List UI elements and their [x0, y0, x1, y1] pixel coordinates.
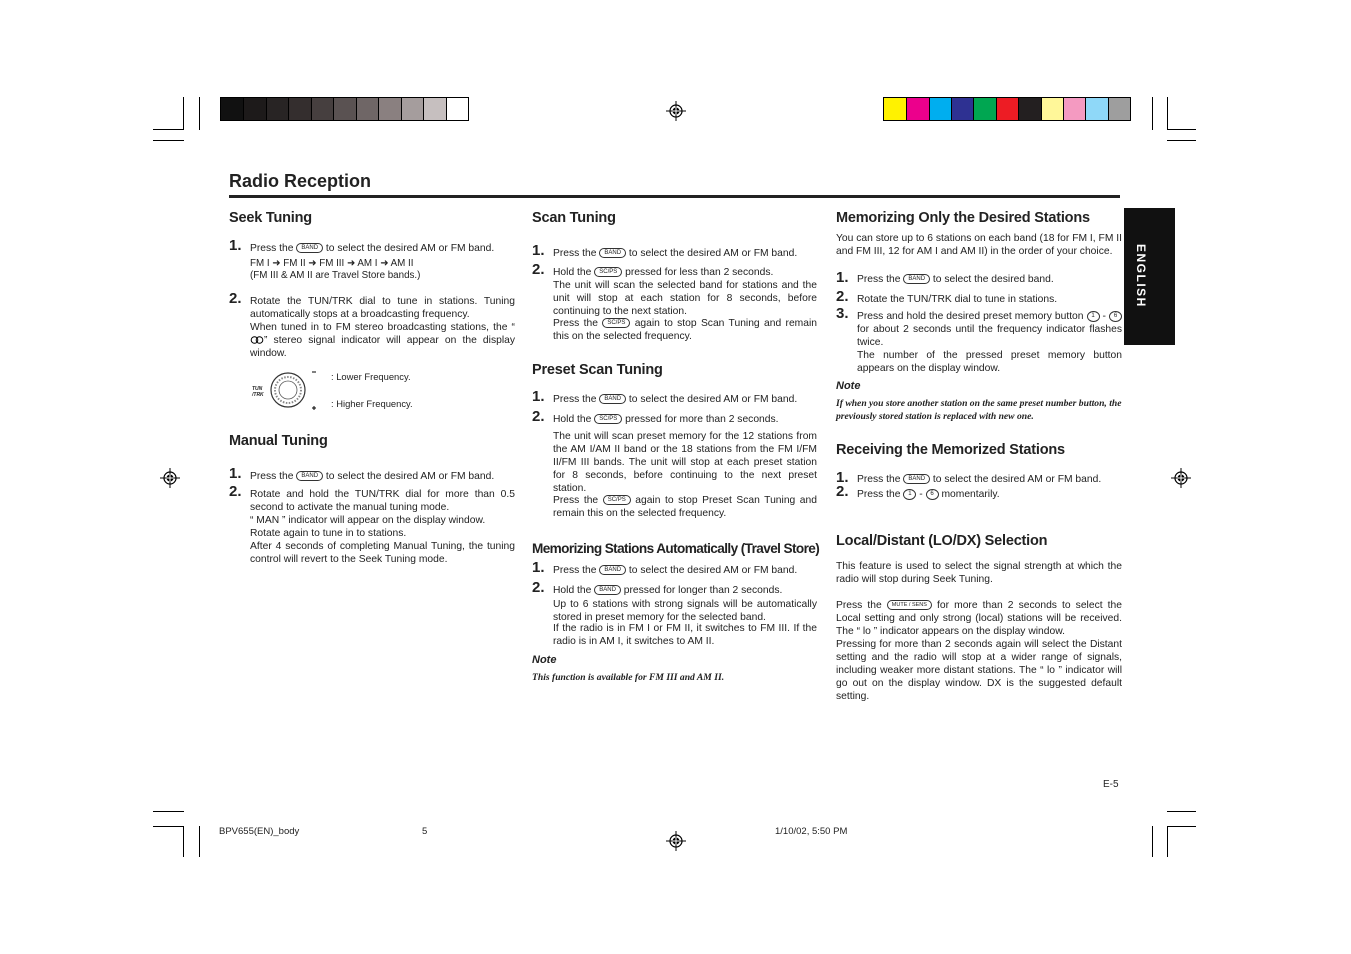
manual-heading: Manual Tuning: [229, 433, 328, 449]
memorize-heading: Memorizing Only the Desired Stations: [836, 210, 1090, 226]
travel-step2-detail: Up to 6 stations with strong signals will be automatically stored in preset memory for the selected band.: [553, 599, 817, 623]
color-swatch: [221, 98, 243, 120]
color-swatch: [906, 98, 928, 120]
band-button-icon: BAND: [599, 394, 626, 404]
step-text: Press the: [836, 600, 882, 611]
seek-stereo-note: [250, 321, 515, 360]
band-button-icon: BAND: [903, 474, 930, 484]
language-tab: [1124, 208, 1175, 345]
step-number: 2.: [532, 579, 545, 596]
step-text: to select the desired AM or FM band.: [932, 474, 1102, 485]
stereo-indicator-icon: [250, 336, 264, 344]
step-text: Press the: [857, 274, 901, 285]
step-text: Press the: [553, 318, 598, 329]
band-button-icon: BAND: [903, 274, 930, 284]
crop-mark: [1167, 826, 1196, 827]
step-number: 2.: [532, 408, 545, 425]
step-number: 1.: [836, 269, 849, 286]
step-text: again to stop Scan Tuning and remain this on the selected frequency.: [553, 318, 817, 342]
color-swatch: [951, 98, 973, 120]
manual-step2: Rotate and hold the TUN/TRK dial for more than 0.5 second to activate the manual tuning mode.: [250, 489, 515, 513]
step-text: Press the: [553, 565, 597, 576]
step-text: Press and hold the desired preset memory button: [857, 311, 1084, 322]
step-text: momentarily.: [941, 489, 1000, 500]
band-button-icon: BAND: [296, 471, 323, 481]
color-swatch: [1108, 98, 1130, 120]
preset-6-button-icon: 6: [1109, 311, 1122, 322]
registration-mark-icon: [666, 101, 686, 121]
scan-step1: [553, 247, 823, 260]
memorize-step1: [857, 273, 1127, 286]
color-swatch: [243, 98, 265, 120]
step-text: ” stereo signal indicator will appear on the display window.: [250, 335, 515, 359]
step-text: Press the: [553, 394, 597, 405]
crop-mark: [1167, 97, 1168, 130]
color-swatch: [1018, 98, 1040, 120]
local-intro: This feature is used to select the signal strength at which the radio will stop during Seek Tuning.: [836, 561, 1122, 585]
step-text: -: [1102, 311, 1106, 322]
scan-step2: [553, 266, 823, 279]
step-number: 3.: [836, 305, 849, 322]
manual-step2-line: “ MAN ” indicator will appear on the display window.: [250, 515, 486, 526]
preset-scan-heading: Preset Scan Tuning: [532, 362, 663, 378]
color-swatch: [423, 98, 445, 120]
memorize-step2: Rotate the TUN/TRK dial to tune in stations.: [857, 294, 1058, 305]
footer-page: 5: [422, 826, 428, 837]
receiving-step2: [857, 488, 1127, 501]
step-number: 1.: [836, 469, 849, 486]
local-paragraph-2: Pressing for more than 2 seconds again will select the Distant setting and the radio will stop at a wider range of signals, including weaker more distant stations. The “ lo ” indicator will go out on the display window. DX is the suggested default setting.: [836, 639, 1122, 702]
language-tab-label: ENGLISH: [1134, 244, 1148, 308]
step-text: for more than 2 seconds to select the Local setting and only strong (local) stations will be received. The “ lo ” indicator appears on the display window.: [836, 600, 1122, 637]
step-number: 2.: [229, 290, 242, 307]
seek-band-note: (FM III & AM II are Travel Store bands.): [250, 270, 421, 281]
step-number: 1.: [532, 559, 545, 576]
scan-heading: Scan Tuning: [532, 210, 616, 226]
step-text: to select the desired band.: [932, 274, 1054, 285]
preset-1-button-icon: 1: [903, 489, 916, 500]
step-text: to select the desired AM or FM band.: [325, 471, 495, 482]
preset-scan-stop: [553, 494, 817, 520]
memorize-step3-more: The number of the pressed preset memory button appears on the display window.: [857, 350, 1122, 374]
crop-mark: [199, 97, 200, 130]
seek-step2: Rotate the TUN/TRK dial to tune in stations. Tuning automatically stops at a broadcasting frequency.: [250, 296, 515, 320]
scan-step2-detail: The unit will scan the selected band for stations and the unit will stop at each station for 8 seconds, before continuing to the next station.: [553, 280, 817, 317]
registration-mark-icon: [1171, 468, 1191, 488]
preset-scan-step1: [553, 393, 823, 406]
memorize-intro: You can store up to 6 stations on each band (18 for FM I, FM II and FM III, 12 for AM I and AM II) in the order of your choice.: [836, 233, 1122, 257]
step-text: -: [919, 489, 923, 500]
step-number: 2.: [229, 483, 242, 500]
band-button-icon: BAND: [296, 243, 323, 253]
registration-mark-icon: [666, 831, 686, 851]
note-text: If when you store another station on the same preset number button, the previously stored station is replaced with new one.: [836, 398, 1122, 422]
higher-frequency-label: : Higher Frequency.: [331, 398, 413, 409]
local-paragraph: [836, 599, 1122, 638]
crop-mark: [1152, 97, 1153, 130]
step-text: for about 2 seconds until the frequency indicator flashes twice.: [857, 324, 1122, 348]
color-swatch: [378, 98, 400, 120]
color-swatch: [973, 98, 995, 120]
mute-sens-button-icon: MUTE / SENS: [887, 600, 932, 610]
scps-button-icon: SC/PS: [603, 495, 631, 505]
scps-button-icon: SC/PS: [594, 267, 622, 277]
footer-filename: BPV655(EN)_body: [219, 826, 300, 837]
step-text: Press the: [857, 489, 901, 500]
seek-step1: [250, 242, 520, 255]
lower-frequency-label: : Lower Frequency.: [331, 371, 411, 382]
color-swatch: [266, 98, 288, 120]
page-title: Radio Reception: [229, 171, 372, 191]
page-number: E-5: [1103, 779, 1119, 790]
footer-timestamp: 1/10/02, 5:50 PM: [775, 826, 848, 837]
crop-mark: [183, 97, 184, 130]
receiving-heading: Receiving the Memorized Stations: [836, 442, 1065, 458]
step-text: pressed for less than 2 seconds.: [625, 267, 774, 278]
step-text: Hold the: [553, 414, 592, 425]
color-swatch: [1041, 98, 1063, 120]
crop-mark: [1167, 811, 1196, 812]
preset-6-button-icon: 6: [926, 489, 939, 500]
step-text: to select the desired AM or FM band.: [628, 248, 798, 259]
color-swatch: [311, 98, 333, 120]
manual-step1: [250, 470, 520, 483]
title-rule: [229, 195, 1120, 198]
travel-store-heading: Memorizing Stations Automatically (Travel Store): [532, 541, 820, 556]
receiving-step1: [857, 473, 1127, 486]
step-number: 2.: [836, 288, 849, 305]
step-text: pressed for longer than 2 seconds.: [623, 585, 783, 596]
color-swatch: [884, 98, 906, 120]
band-button-icon: BAND: [599, 565, 626, 575]
crop-mark: [153, 826, 184, 827]
step-text: Press the: [857, 474, 901, 485]
crop-mark: [1167, 140, 1196, 141]
step-number: 1.: [229, 237, 242, 254]
seek-band-sequence: FM I ➜ FM II ➜ FM III ➜ AM I ➜ AM II: [250, 258, 414, 269]
color-swatch: [446, 98, 468, 120]
scan-step2-stop: [553, 317, 817, 343]
note-heading: Note: [532, 654, 557, 666]
step-number: 2.: [836, 483, 849, 500]
crop-mark: [1152, 826, 1153, 857]
local-distant-heading: Local/Distant (LO/DX) Selection: [836, 533, 1048, 549]
color-swatch: [401, 98, 423, 120]
step-text: Hold the: [553, 585, 592, 596]
color-swatch: [996, 98, 1018, 120]
color-swatch: [356, 98, 378, 120]
preset-scan-step2: [553, 413, 823, 426]
dial-label: TUN /TRK: [252, 386, 264, 398]
step-text: to select the desired AM or FM band.: [325, 243, 495, 254]
step-number: 1.: [229, 465, 242, 482]
step-text: Hold the: [553, 267, 592, 278]
step-number: 1.: [532, 388, 545, 405]
travel-step2-more: If the radio is in FM I or FM II, it switches to FM III. If the radio is in AM I, it switches to AM II.: [553, 623, 817, 647]
band-button-icon: BAND: [599, 248, 626, 258]
step-text: When tuned in to FM stereo broadcasting stations, the “: [250, 322, 515, 333]
step-number: 2.: [532, 261, 545, 278]
scps-button-icon: SC/PS: [602, 318, 630, 328]
manual-step2-line: After 4 seconds of completing Manual Tuning, the tuning control will revert to the Seek Tuning mode.: [250, 541, 515, 565]
crop-mark: [153, 811, 184, 812]
travel-step1: [553, 564, 823, 577]
preset-1-button-icon: 1: [1087, 311, 1100, 322]
memorize-step3: [857, 310, 1122, 349]
preset-scan-detail: The unit will scan preset memory for the 12 stations from the AM I/AM II band or the 18 stations from the FM I/FM II/FM III bands. The unit will stop at each preset station for 8 seconds, before continuing to the next preset station.: [553, 431, 817, 494]
color-calibration-bar: [883, 97, 1131, 121]
step-text: pressed for more than 2 seconds.: [625, 414, 779, 425]
seek-heading: Seek Tuning: [229, 210, 312, 226]
crop-mark: [183, 826, 184, 857]
color-swatch: [929, 98, 951, 120]
crop-mark: [153, 129, 184, 130]
note-text: This function is available for FM III and AM II.: [532, 672, 725, 683]
step-text: Press the: [553, 495, 599, 506]
color-swatch: [288, 98, 310, 120]
step-text: again to stop Preset Scan Tuning and remain this on the selected frequency.: [553, 495, 817, 519]
scps-button-icon: SC/PS: [594, 414, 622, 424]
step-text: to select the desired AM or FM band.: [628, 394, 798, 405]
step-text: to select the desired AM or FM band.: [628, 565, 798, 576]
note-heading: Note: [836, 380, 861, 392]
manual-step2-line: Rotate again to tune in to stations.: [250, 528, 407, 539]
band-button-icon: BAND: [594, 585, 621, 595]
travel-step2: [553, 584, 823, 597]
step-text: Press the: [250, 243, 294, 254]
step-number: 1.: [532, 242, 545, 259]
step-text: Press the: [553, 248, 597, 259]
crop-mark: [1167, 129, 1196, 130]
step-text: Press the: [250, 471, 294, 482]
crop-mark: [1167, 826, 1168, 857]
color-swatch: [1085, 98, 1107, 120]
registration-mark-icon: [160, 468, 180, 488]
crop-mark: [199, 826, 200, 857]
color-swatch: [1063, 98, 1085, 120]
color-swatch: [333, 98, 355, 120]
crop-mark: [153, 140, 184, 141]
gray-calibration-bar: [220, 97, 469, 121]
